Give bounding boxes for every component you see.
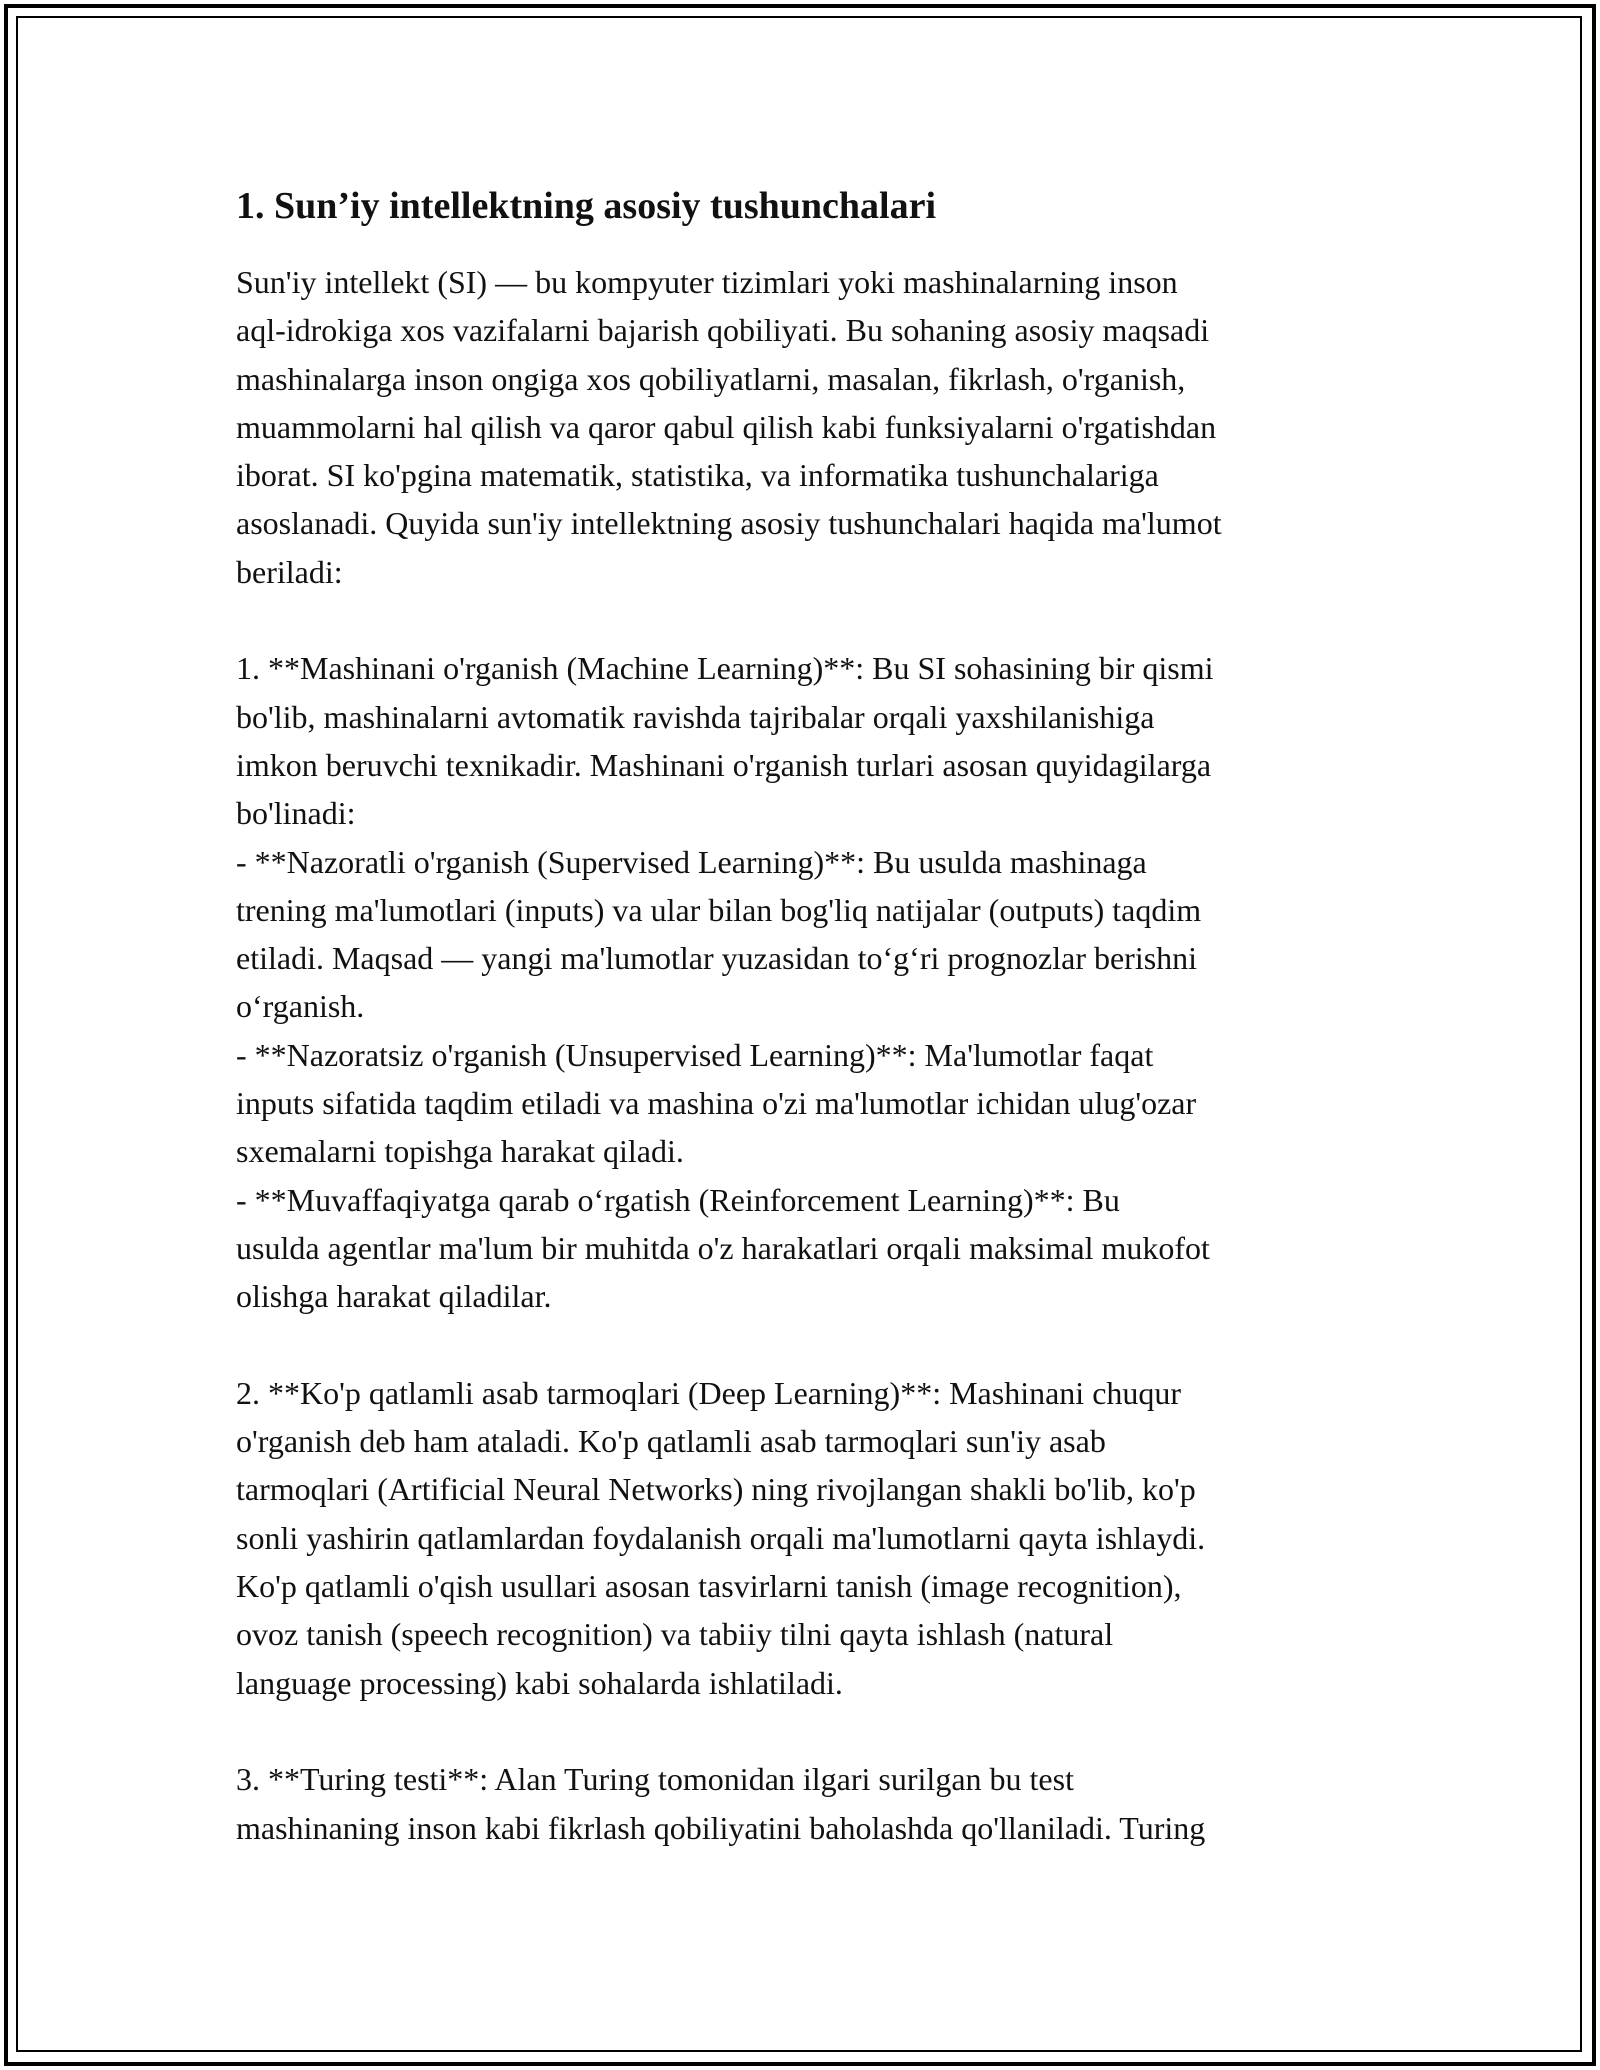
paragraph-gap	[236, 596, 1386, 644]
section-deep-learning: 2. **Ko'p qatlamli asab tarmoqlari (Deep Learning)**: Mashinani chuqur o'rganish deb ham ataladi. Ko'p qatlamli asab tarmoqlari sun'iy asab tarmoqlari (Artificial Neural Networks) ning rivojlangan shakli bo'lib, ko'p sonli yashirin qatlamlardan foydalanish orqali ma'lumotlarni qayta ishlaydi. Ko'p qatlamli o'qish usullari asosan tasvirlarni tanish (image recognition), ovoz tanish (speech recognition) va tabiiy tilni qayta ishlash (natural language processing) kabi sohalarda ishlatiladi.	[236, 1374, 1206, 1701]
document-heading: 1. Sun’iy intellektning asosiy tushunchalari	[236, 185, 937, 227]
section-machine-learning: 1. **Mashinani o'rganish (Machine Learning)**: Bu SI sohasining bir qismi bo'lib, mashinalarni avtomatik ravishda tajribalar orqali yaxshilanishiga imkon beruvchi texnikadir. Mashinani o'rganish turlari asosan quyidagilarga bo'linadi: - **Nazoratli o'rganish (Supervised Learning)**: Bu usulda mashinaga trening ma'lumotlari (inputs) va ular bilan bog'liq natijalar (outputs) taqdim etiladi. Maqsad — yangi ma'lumotlar yuzasidan to‘g‘ri prognozlar berishni o‘rganish. - **Nazoratsiz o'rganish (Unsupervised Learning)**: Ma'lumotlar faqat inputs sifatida taqdim etiladi va mashina o'zi ma'lumotlar ichidan ulug'ozar sxemalarni topishga harakat qiladi. - **Muvaffaqiyatga qarab o‘rgatish (Reinforcement Learning)**: Bu usulda agentlar ma'lum bir muhitda o'z harakatlari orqali maksimal mukofot olishga harakat qiladilar.	[236, 650, 1214, 1315]
section-turing-test: 3. **Turing testi**: Alan Turing tomonidan ilgari surilgan bu test mashinaning inson kabi fikrlash qobiliyatini baholashda qo'llaniladi. Turing	[236, 1761, 1206, 1846]
paragraph-gap	[236, 1707, 1386, 1755]
intro-paragraph: Sun'iy intellekt (SI) — bu kompyuter tizimlari yoki mashinalarning inson aql-idrokiga xos vazifalarni bajarish qobiliyati. Bu sohaning asosiy maqsadi mashinalarga inson ongiga xos qobiliyatlarni, masalan, fikrlash, o'rganish, muammolarni hal qilish va qaror qabul qilish kabi funksiyalarni o'rgatishdan iborat. SI ko'pgina matematik, statistika, va informatika tushunchalariga asoslanadi. Quyida sun'iy intellektning asosiy tushunchalari haqida ma'lumot beriladi:	[236, 264, 1222, 590]
document-body	[236, 182, 1386, 1852]
paragraph-gap	[236, 1321, 1386, 1369]
